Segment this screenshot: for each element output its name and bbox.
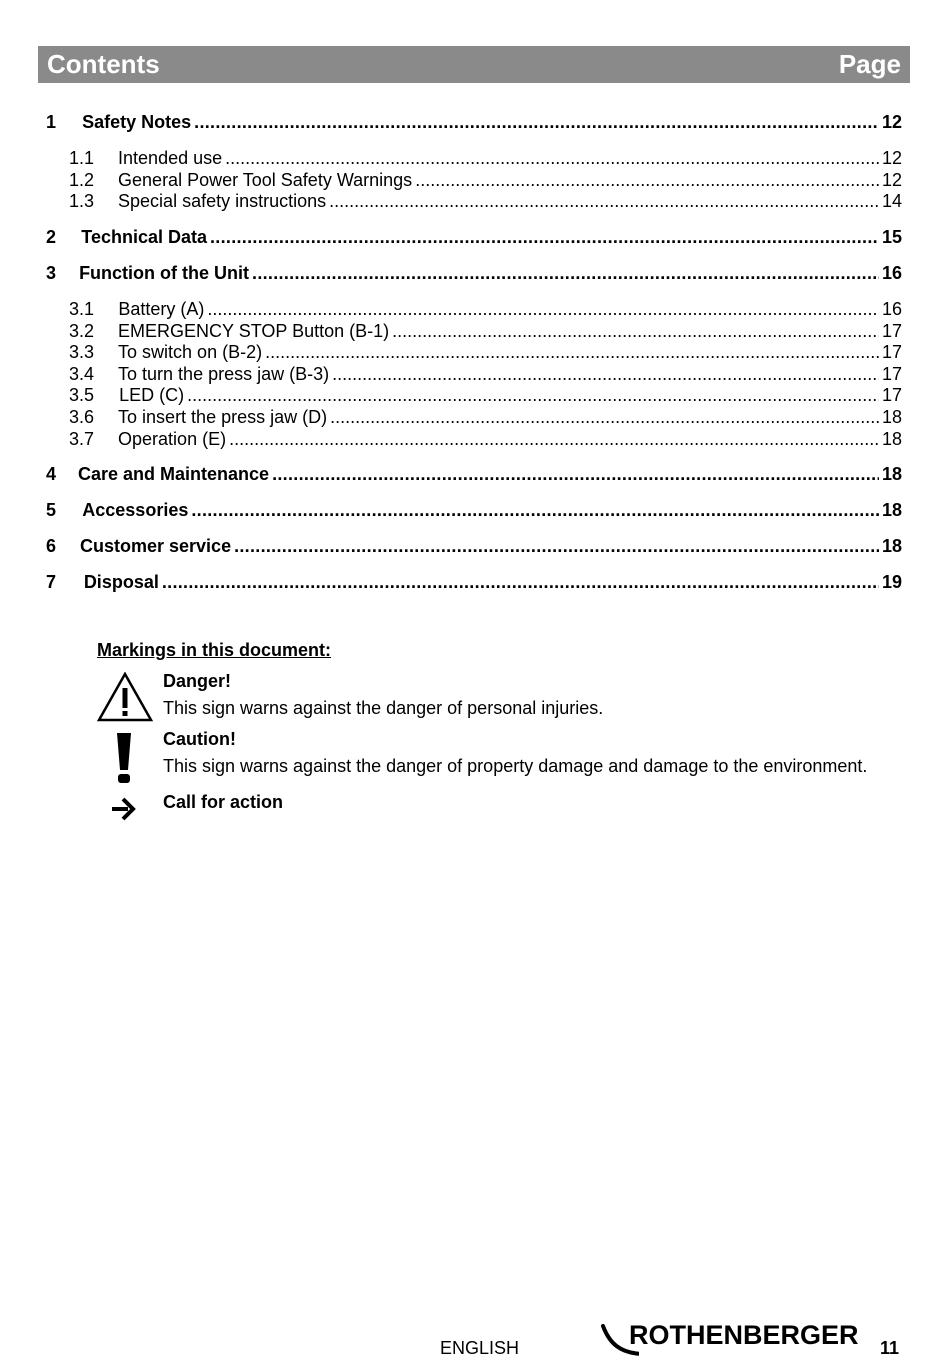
- toc-entry-title: LED (C): [119, 385, 185, 405]
- toc-dot-leader: [210, 227, 879, 248]
- action-marking: [97, 792, 917, 822]
- toc-entry-title: Intended use: [118, 148, 223, 168]
- toc-entry[interactable]: [46, 321, 902, 343]
- toc-entry-page: 17: [881, 385, 902, 405]
- toc-entry[interactable]: [46, 112, 902, 134]
- toc-dot-leader: [187, 385, 879, 406]
- page-number: 11: [880, 1338, 900, 1358]
- toc-entry-number: 4: [46, 464, 57, 484]
- page-column-label: Page: [838, 49, 901, 79]
- toc-entry-title: Customer service: [80, 536, 232, 556]
- toc-entry-number: 1.2: [69, 170, 95, 190]
- toc-entry[interactable]: [46, 148, 902, 170]
- toc-entry-page: 17: [881, 364, 902, 384]
- toc-entry-page: 18: [881, 464, 902, 484]
- toc-entry-title: To switch on (B-2): [118, 342, 263, 362]
- toc-entry[interactable]: [46, 364, 902, 386]
- toc-entry-page: 12: [881, 148, 902, 168]
- toc-entry-number: 1: [46, 112, 57, 132]
- toc-entry-page: 18: [881, 536, 902, 556]
- toc-entry-number: 7: [46, 572, 57, 592]
- toc-entry-page: 18: [881, 500, 902, 520]
- toc-entry-page: 12: [881, 112, 902, 132]
- toc-entry-page: 16: [881, 299, 902, 319]
- toc-entry-page: 12: [881, 170, 902, 190]
- toc-entry-number: 1.3: [69, 191, 95, 211]
- toc-entry[interactable]: [46, 227, 902, 249]
- danger-text: This sign warns against the danger of personal injuries.: [163, 698, 604, 718]
- toc-entry-number: 5: [46, 500, 57, 520]
- toc-entry-title: To insert the press jaw (D): [118, 407, 328, 427]
- toc-dot-leader: [225, 148, 879, 169]
- toc-dot-leader: [207, 299, 879, 320]
- toc-dot-leader: [191, 500, 879, 521]
- danger-title: Danger!: [163, 671, 232, 691]
- markings-heading: Markings in this document:: [97, 640, 332, 660]
- toc-dot-leader: [272, 464, 879, 485]
- toc-dot-leader: [415, 170, 879, 191]
- toc-entry-title: Battery (A): [118, 299, 205, 319]
- toc-entry-number: 3: [46, 263, 57, 283]
- toc-entry-title: Accessories: [82, 500, 189, 520]
- toc-entry-title: Care and Maintenance: [78, 464, 270, 484]
- rothenberger-logo: [599, 1320, 859, 1360]
- toc-entry[interactable]: [46, 191, 902, 213]
- toc-entry-number: 1.1: [69, 148, 95, 168]
- toc-dot-leader: [194, 112, 879, 133]
- brand-name: ROTHENBERGER: [629, 1320, 859, 1350]
- toc-entry-page: 16: [881, 263, 902, 283]
- toc-entry-number: 3.6: [69, 407, 95, 427]
- toc-dot-leader: [330, 407, 879, 428]
- toc-entry-title: Safety Notes: [82, 112, 192, 132]
- toc-entry[interactable]: [46, 536, 902, 558]
- toc-entry-number: 2: [46, 227, 57, 247]
- danger-marking: [97, 671, 917, 731]
- action-title: Call for action: [163, 792, 284, 812]
- warning-triangle-icon: [97, 672, 153, 722]
- toc-entry-title: General Power Tool Safety Warnings: [118, 170, 413, 190]
- toc-entry[interactable]: [46, 170, 902, 192]
- exclamation-icon: [97, 730, 153, 786]
- toc-entry[interactable]: [46, 342, 902, 364]
- toc-entry[interactable]: [46, 464, 902, 486]
- caution-text: This sign warns against the danger of property damage and damage to the environment.: [163, 756, 868, 776]
- toc-entry-page: 18: [881, 429, 902, 449]
- toc-dot-leader: [329, 191, 879, 212]
- toc-entry-page: 19: [881, 572, 902, 592]
- toc-dot-leader: [252, 263, 879, 284]
- toc-entry-number: 3.2: [69, 321, 95, 341]
- contents-header-bar: [38, 46, 910, 83]
- toc-entry-title: Operation (E): [118, 429, 227, 449]
- toc-entry[interactable]: [46, 407, 902, 429]
- toc-dot-leader: [229, 429, 879, 450]
- toc-entry-page: 14: [881, 191, 902, 211]
- toc-entry-page: 17: [881, 342, 902, 362]
- toc-entry-title: Technical Data: [81, 227, 207, 247]
- toc-entry-number: 3.5: [69, 385, 95, 405]
- toc-entry-number: 3.1: [69, 299, 95, 319]
- toc-entry-page: 18: [881, 407, 902, 427]
- toc-entry[interactable]: [46, 429, 902, 451]
- arrow-right-icon: [110, 796, 150, 822]
- toc-dot-leader: [234, 536, 879, 557]
- toc-entry[interactable]: [46, 385, 902, 407]
- toc-entry[interactable]: [46, 500, 902, 522]
- footer-language: ENGLISH: [440, 1338, 520, 1358]
- toc-entry-title: Function of the Unit: [79, 263, 250, 283]
- toc-entry-number: 3.7: [69, 429, 95, 449]
- toc-dot-leader: [265, 342, 879, 363]
- toc-dot-leader: [392, 321, 879, 342]
- toc-entry-title: To turn the press jaw (B-3): [118, 364, 330, 384]
- caution-marking: [97, 729, 917, 789]
- caution-title: Caution!: [163, 729, 236, 749]
- toc-entry-number: 3.4: [69, 364, 95, 384]
- toc-entry-title: Special safety instructions: [118, 191, 327, 211]
- toc-entry-number: 6: [46, 536, 57, 556]
- toc-entry-number: 3.3: [69, 342, 95, 362]
- toc-entry[interactable]: [46, 572, 902, 594]
- toc-entry-page: 15: [881, 227, 902, 247]
- toc-entry[interactable]: [46, 299, 902, 321]
- toc-entry-title: EMERGENCY STOP Button (B-1): [118, 321, 390, 341]
- toc-dot-leader: [162, 572, 879, 593]
- toc-entry-title: Disposal: [83, 572, 159, 592]
- toc-dot-leader: [332, 364, 879, 385]
- toc-entry-page: 17: [881, 321, 902, 341]
- contents-title: Contents: [47, 49, 160, 79]
- toc-entry[interactable]: [46, 263, 902, 285]
